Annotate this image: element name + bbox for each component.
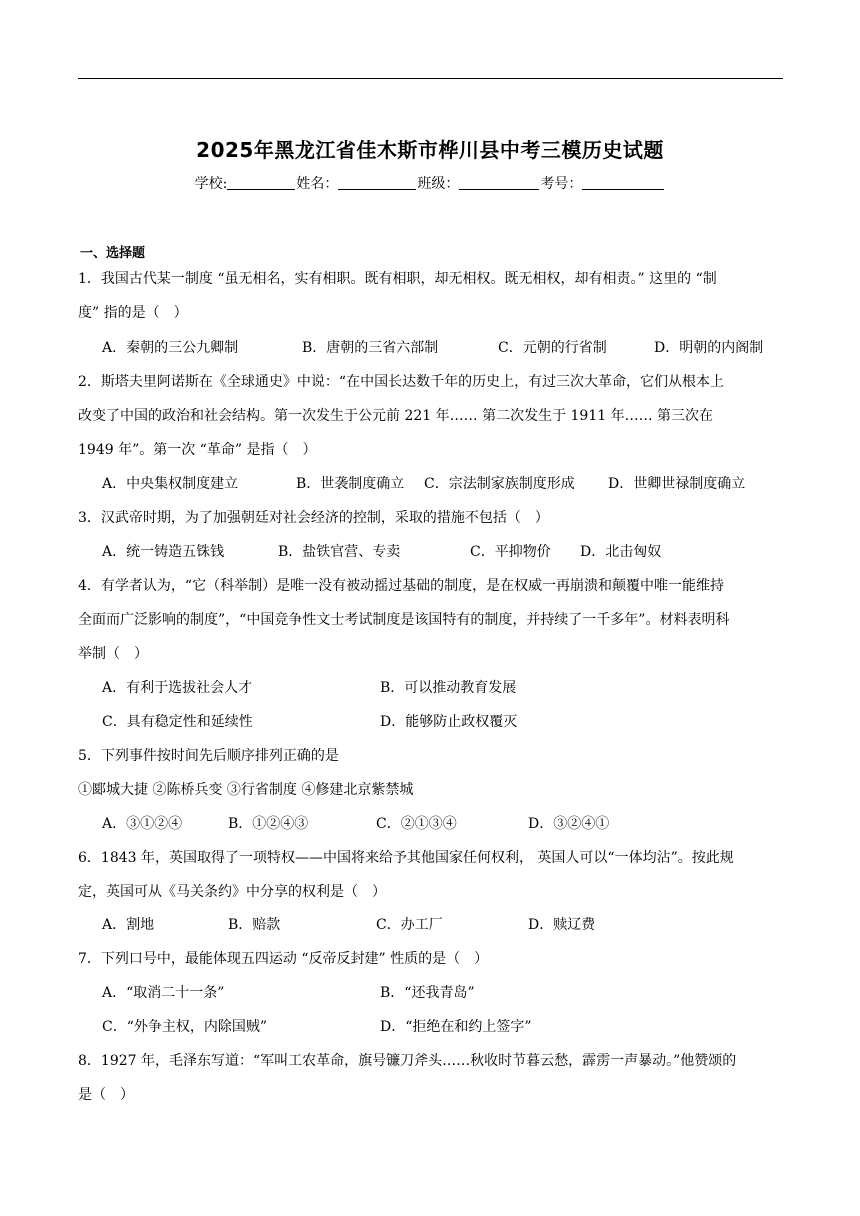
- question-text: 2．斯塔夫里阿诺斯在《全球通史》中说：“在中国长达数千年的历史上，有过三次大革命，它们从根本上: [78, 374, 725, 390]
- option-c[interactable]: C．元朝的行省制: [498, 340, 607, 356]
- class-label: 班级：: [417, 176, 460, 192]
- question-text: 3．汉武帝时期，为了加强朝廷对社会经济的控制，采取的措施不包括（ ）: [78, 510, 549, 526]
- number-label: 考号：: [540, 176, 583, 192]
- option-c[interactable]: C．平抑物价: [470, 544, 551, 560]
- option-d[interactable]: D．世卿世禄制度确立: [608, 476, 746, 492]
- option-b[interactable]: B．赔款: [228, 917, 281, 933]
- question-text: 举制（ ）: [78, 646, 148, 662]
- option-b[interactable]: B．唐朝的三省六部制: [302, 340, 439, 356]
- option-a[interactable]: A．中央集权制度建立: [102, 476, 239, 492]
- option-a[interactable]: A．秦朝的三公九卿制: [102, 340, 239, 356]
- school-label: 学校:: [194, 176, 228, 192]
- option-a[interactable]: A．“取消二十一条”: [102, 985, 225, 1001]
- exam-title: 2025年黑龙江省佳木斯市桦川县中考三模历史试题: [196, 138, 664, 162]
- option-d[interactable]: D．赎辽费: [528, 917, 596, 933]
- student-info-line: [0, 173, 860, 193]
- option-c[interactable]: C．宗法制家族制度形成: [424, 476, 575, 492]
- question-text: 5．下列事件按时间先后顺序排列正确的是: [78, 748, 339, 764]
- question-text: 7．下列口号中，最能体现五四运动 “反帝反封建” 性质的是（ ）: [78, 951, 489, 967]
- option-b[interactable]: B．可以推动教育发展: [380, 680, 517, 696]
- option-a[interactable]: A．统一铸造五铢钱: [102, 544, 225, 560]
- name-label: 姓名：: [296, 176, 339, 192]
- question-text: 4．有学者认为，“它（科举制）是唯一没有被动摇过基础的制度，是在权威一再崩溃和颠覆中唯一能维持: [78, 578, 725, 594]
- number-blank[interactable]: [582, 177, 664, 190]
- option-d[interactable]: D．“拒绝在和约上签字”: [380, 1019, 532, 1035]
- question-text: 度” 指的是（ ）: [78, 305, 188, 321]
- question-text: 改变了中国的政治和社会结构。第一次发生于公元前 221 年…… 第二次发生于 1911 年…… 第三次在: [78, 408, 714, 424]
- option-d[interactable]: D．③②④①: [528, 816, 610, 832]
- question-text: ①郾城大捷 ②陈桥兵变 ③行省制度 ④修建北京紫禁城: [78, 782, 414, 798]
- school-blank[interactable]: [227, 177, 295, 190]
- question-text: 1949 年”。第一次 “革命” 是指（ ）: [78, 442, 317, 458]
- question-text: 8．1927 年，毛泽东写道：“军叫工农革命，旗号镰刀斧头……秋收时节暮云愁，霹雳一声暴动。”他赞颂的: [78, 1053, 737, 1069]
- question-text: 是（ ）: [78, 1087, 134, 1103]
- name-blank[interactable]: [338, 177, 416, 190]
- option-c[interactable]: C．具有稳定性和延续性: [102, 714, 253, 730]
- option-b[interactable]: B．世袭制度确立: [296, 476, 405, 492]
- option-d[interactable]: D．明朝的内阁制: [654, 340, 764, 356]
- option-b[interactable]: B．①②④③: [228, 816, 309, 832]
- option-b[interactable]: B．“还我青岛”: [380, 985, 475, 1001]
- option-c[interactable]: C．“外争主权，内除国贼”: [102, 1019, 268, 1035]
- option-a[interactable]: A．有利于选拔社会人才: [102, 680, 253, 696]
- header-rule: [78, 78, 783, 79]
- option-b[interactable]: B．盐铁官营、专卖: [278, 544, 401, 560]
- question-text: 全面而广泛影响的制度”，“中国竞争性文士考试制度是该国特有的制度，并持续了一千多年”。材料表明科: [78, 612, 730, 628]
- option-a[interactable]: A．③①②④: [102, 816, 183, 832]
- class-blank[interactable]: [459, 177, 539, 190]
- option-d[interactable]: D．北击匈奴: [580, 544, 662, 560]
- section-title: 一、选择题: [80, 246, 146, 261]
- option-d[interactable]: D．能够防止政权覆灭: [380, 714, 518, 730]
- option-a[interactable]: A．割地: [102, 917, 155, 933]
- question-text: 1．我国古代某一制度 “虽无相名，实有相职。既有相职，却无相权。既无相权，却有相责。” 这里的 “制: [78, 271, 717, 287]
- question-text: 定，英国可从《马关条约》中分享的权利是（ ）: [78, 884, 386, 900]
- question-text: 6．1843 年，英国取得了一项特权——中国将来给予其他国家任何权利， 英国人可以“一体均沾”。按此规: [78, 850, 734, 866]
- option-c[interactable]: C．②①③④: [376, 816, 457, 832]
- option-c[interactable]: C．办工厂: [376, 917, 443, 933]
